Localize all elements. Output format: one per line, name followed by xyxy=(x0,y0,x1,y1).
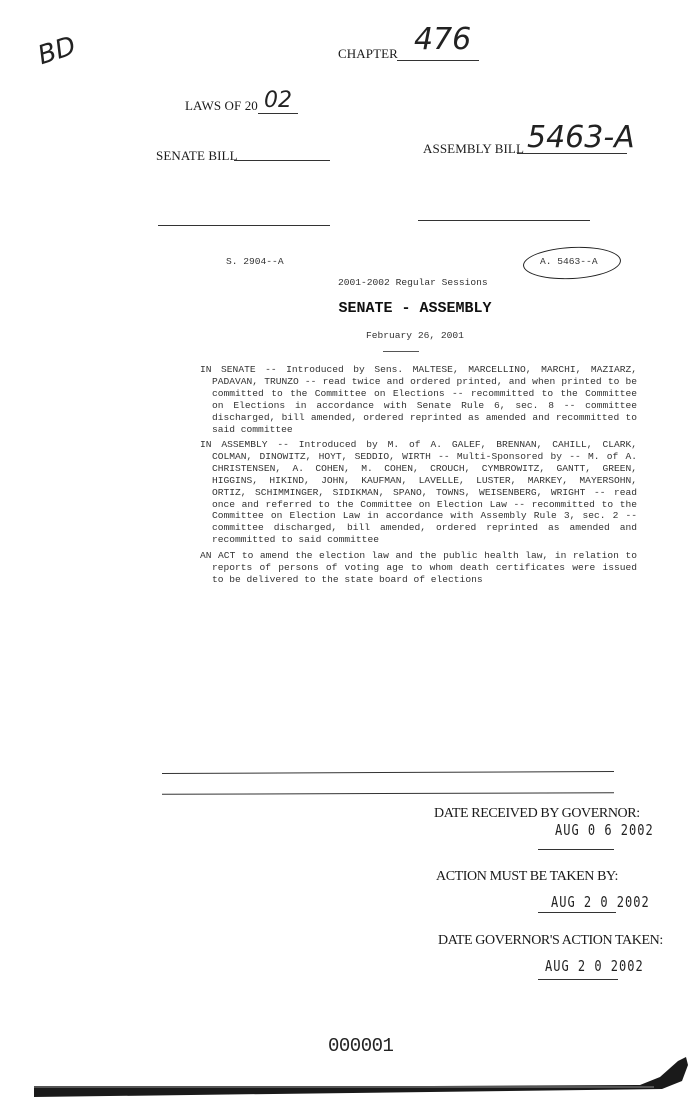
action-must-be-taken-stamp: AUG 2 0 2002 xyxy=(551,893,650,911)
chapter-label: CHAPTER xyxy=(338,46,398,61)
assembly-bill-label: ASSEMBLY BILL xyxy=(423,141,524,156)
bill-date: February 26, 2001 xyxy=(366,330,464,341)
date-received-underline xyxy=(538,849,614,850)
laws-year-underline xyxy=(258,113,298,114)
lower-line-1 xyxy=(162,771,614,774)
separator-line-left xyxy=(158,225,330,226)
laws-year: 02 xyxy=(264,88,292,113)
date-underline xyxy=(383,351,419,352)
assembly-introduction-paragraph: IN ASSEMBLY -- Introduced by M. of A. GALEF, BRENNAN, CAHILL, CLARK, COLMAN, DINOWITZ, HOYT, SEDDIO, WIRTH -- Multi-Sponsored by -- M. of A. CHRISTENSEN, A. COHEN, M. COHEN, CROUCH, CYMBROWITZ, GANTT, GREEN, HIGGINS, HIKIND, JOHN, KAUFMAN, LAVELLE, LUSTER, MARKEY, MAYERSOHN, ORTIZ, SCHIMMINGER, SIDIKMAN, SPANO, TOWNS, WEISENBERG, WRIGHT -- read once and referred to the Committee on Election Law -- recommitted to the Committee on Election Law in accordance with Assembly Rule 3, sec. 2 -- committee discharged, bill amended, ordered reprinted as amended and recommitted to said committee xyxy=(200,439,637,546)
action-must-be-taken-label: ACTION MUST BE TAKEN BY: xyxy=(436,869,618,884)
laws-of-label: LAWS OF 20 xyxy=(185,98,258,113)
date-received-label: DATE RECEIVED BY GOVERNOR: xyxy=(434,806,640,821)
assembly-bill-number: 5463-A xyxy=(527,120,635,155)
act-description-paragraph: AN ACT to amend the election law and the public health law, in relation to reports of persons of voting age to whom death certificates were issued to be delivered to the state board of elections xyxy=(200,550,637,585)
senate-introduction-paragraph: IN SENATE -- Introduced by Sens. MALTESE, MARCELLINO, MARCHI, MAZIARZ, PADAVAN, TRUNZO -- read twice and ordered printed, and when printed to be committed to the Committee on Elections -- recommitted to the Committee on Elections in accordance with Senate Rule 6, sec. 8 -- committee discharged, bill amended, ordered reprinted as amended and recommitted to said committee xyxy=(200,364,637,435)
action-taken-underline xyxy=(538,979,618,980)
date-received-stamp: AUG 0 6 2002 xyxy=(555,821,654,839)
session-label: 2001-2002 Regular Sessions xyxy=(338,277,488,288)
assembly-bill-number-typed: A. 5463--A xyxy=(540,256,598,267)
action-must-be-taken-underline xyxy=(538,912,616,913)
handwritten-bd-mark: BD xyxy=(34,30,80,72)
scan-edge-bar xyxy=(0,1055,700,1100)
action-taken-label: DATE GOVERNOR'S ACTION TAKEN: xyxy=(438,933,663,948)
action-taken-stamp: AUG 2 0 2002 xyxy=(545,957,644,975)
lower-line-2 xyxy=(162,792,614,795)
page-number: 000001 xyxy=(328,1035,394,1057)
chapter-number: 476 xyxy=(414,22,472,57)
senate-bill-number: S. 2904--A xyxy=(226,256,284,267)
senate-bill-underline xyxy=(234,160,330,161)
separator-line-right xyxy=(418,220,590,221)
bill-title: SENATE - ASSEMBLY xyxy=(338,300,492,317)
chapter-underline xyxy=(397,60,479,61)
senate-bill-label: SENATE BILL xyxy=(156,148,238,163)
